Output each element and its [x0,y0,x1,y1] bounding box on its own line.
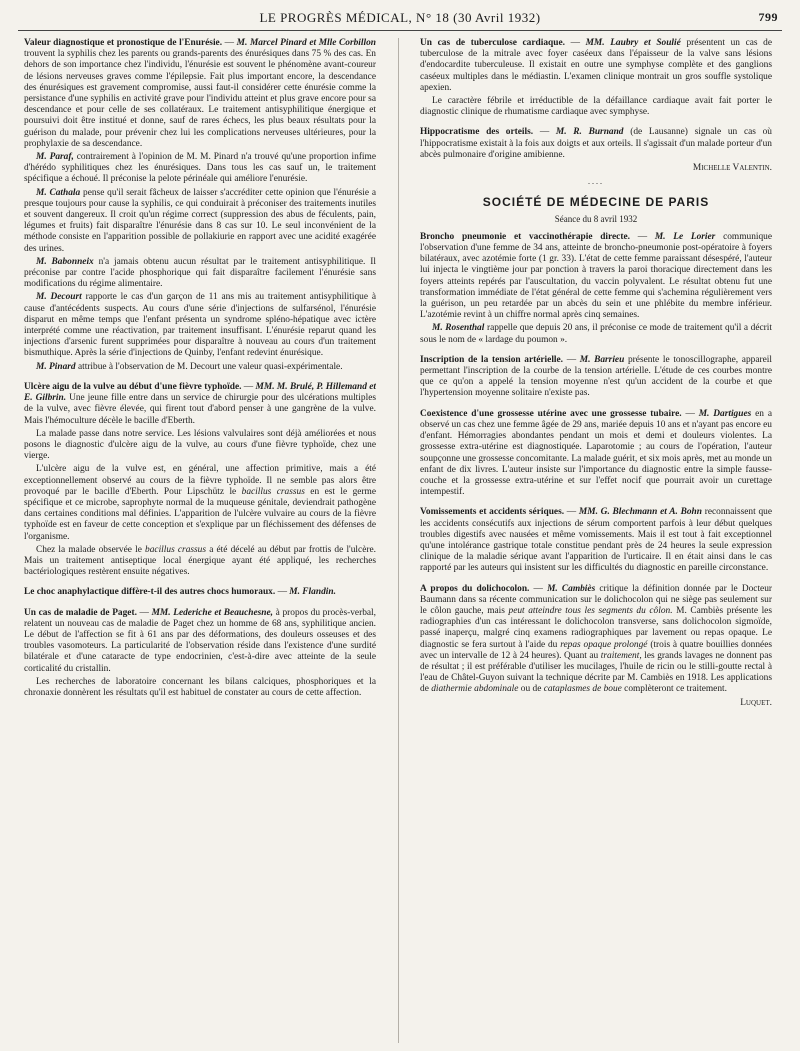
paragraph-text: rapporte le cas d'un garçon de 11 ans mis au traitement antisyphilitique à cause d'antécédents suspects. Au cours d'une série d'injections de sulfarsénol, l'énurésie disparut en même temps que l'enfant présenta un syndrome spléno-hépatique avec ictère interprété comme une réactivation, par traitement insuffisant. L'énurésie reparut quand les injections d'arsenic furent supprimées pour disparaître à nouveau au cours d'un traitement bismuthique. Après la série d'injections de Quinby, l'enfant redevint énurésique. [24,292,376,359]
speaker: M. Babonneix [36,256,94,267]
society-heading: SOCIÉTÉ DE MÉDECINE DE PARIS [482,195,710,210]
article-text: (de Lausanne) signale un cas où l'hippocratisme existait à la fois aux doigts et aux orteils. Il s'agissait d'un malade porteur d'un abcès pulmonaire d'origine amibienne. [420,127,772,160]
paragraph: Le caractère fébrile et irréductible de la défaillance cardiaque avait fait porter le diagnostic clinique de rhumatisme cardiaque avec symphyse. [420,96,772,118]
discussion-rosenthal [420,323,772,345]
seance-date: Séance du 8 avril 1932 [554,213,638,224]
article-text: présentent un cas de tuberculose de la mitrale avec foyer caséeux dans l'épaisseur de la valve sans lésions d'endocardite tuberculeuse. Il existait en outre une symphyse complète et des ganglions caséeux multiples dans le médiastin. L'examen clinique montrait un gros souffle systolique apexien. [420,38,772,93]
text: a été décelé au début par frottis de l'ulcère. Mais un traitement antiseptique local énergique ayant été appliqué, les recherches bactériologiques restèrent ensuite négatives. [24,544,376,578]
article-title: Hippocratisme des orteils. [420,127,534,138]
paragraph-text: rappelle que depuis 20 ans, il préconise ce mode de traitement qu'il a décrit sous le nom de « lardage du poumon ». [420,323,772,345]
article-authors: MM. Lederiche et Beauchesne, [151,607,274,618]
italic-term: cataplasmes de boue [543,684,622,695]
page-number: 799 [758,10,778,24]
right-column [420,38,772,1043]
italic-term: bacillus crassus [241,486,305,497]
article-title: Un cas de tuberculose cardiaque. [420,38,565,48]
left-column [24,38,376,1043]
paragraph: La malade passe dans notre service. Les lésions valvulaires sont déjà améliorées et nous posons le diagnostic d'ulcère aigu de la vulve, au cours d'une fièvre typhoïde, chez une vierge. [24,428,376,462]
discussion-cathala [24,188,376,255]
text: M. Cambiès présente les radiographies d'un cas intéressant le dolichocolon transverse, sans dolichocolon sigmoïde, passé inaperçu, malgré cinq examens radiographiques par lavement ou repas opaque. Le diagnostic se fera surtout à l'aide du [420,605,772,650]
paragraph-text: n'a jamais obtenu aucun résultat par le traitement antisyphilitique. Il préconise par contre l'acide phosphorique qui fait disparaître facilement l'énurésie sans modifications du régime alimentaire. [24,256,376,290]
paragraph-text: pense qu'il serait fâcheux de laisser s'accréditer cette opinion que l'énurésie a presque toujours pour cause la syphilis, ce qui conduirait à préconiser des traitements inutiles et souvent dangereux. Il croit qu'un régime correct (suppression des abus de féculents, pain, légumes et fruits) fait disparaître l'énurésie dans 8 cas sur 10. Le seul inconvénient de la méthode consiste en l'apparition possible de pollakiurie en rapport avec une acidité exagérée des urines. [24,187,376,254]
running-title: LE PROGRÈS MÉDICAL, N° 18 (30 Avril 1932) [259,10,541,25]
speaker: M. Paraf, [36,152,74,163]
article-authors: M. Barrieu [579,354,625,365]
text: L'ulcère aigu de la vulve est, en général, une affection primitive, mais a été exceptionnellement observé au cours de la fièvre typhoïde. Il ne semble pas alors être provoqué par le bacille d'Eberth. Pour Lipschütz le [24,464,376,497]
article-title: Vomissements et accidents sériques. [420,507,565,518]
article-title: Ulcère aigu de la vulve au début d'une fièvre typhoïde. [24,381,242,392]
paragraph [24,545,376,579]
article-title: Le choc anaphylactique diffère-t-il des autres chocs humoraux. [24,587,276,598]
article-title: A propos du dolichocolon. [420,583,530,594]
article-broncho: Broncho pneumonie et vaccinothérapie directe. — M. Le Lorier communique l'observation d'une femme de 34 ans, atteinte de broncho-pneumonie post-opératoire à foyers bilatéraux, avec azotémie forte (1 gr. 33). L'état de cette femme paraissant désespéré, l'auteur lui injecta le vingtième jour par ponction à travers la paroi thoracique directement dans les foyers atteints repérés par l'auscultation, du vaccin polyvalent. Le résultat obtenu fut une transformation immédiate de l'état général de cette femme qui s'achemina régulièrement vers la guérison, un peu retardée par un abcès du sein et une phlébite du membre inférieur. L'azotémie revint à un chiffre normal après cinq semaines. [420,231,772,321]
article-ulcere: Ulcère aigu de la vulve au début d'une fièvre typhoïde. — MM. M. Brulé, P. Hillemand et E. Gilbrin. Une jeune fille entre dans un service de chirurgie pour des ulcérations multiples de la vulve, avec fièvre élevée, qui firent tout d'abord penser à une gangrène de la vulve. Mais l'hémoculture décèle le bacille d'Eberth. [24,381,376,426]
italic-term: bacillus crassus [145,544,207,555]
article-text: présente le tonoscillographe, appareil permettant l'inscription de la courbe de la tension artérielle. L'étude de ces courbes montre que ce qu'on a appelé la tension moyenne n'est qu'un accident de la courbe et que l'hypertension moyenne solitaire n'existe pas. [420,354,772,399]
article-authors: M. Marcel Pinard et Mlle Corbillon [236,38,376,48]
article-text: trouvent la syphilis chez les parents ou grands-parents des énurésiques dans 75 % des cas. En dehors de son importance chez l'individu, l'énurésie est souvent le phénomène avant-coureur de lésions nerveuses graves comme l'épilepsie. Fait plus important encore, la descendance des énurésiques est gravement compromise, aussi faut-il considérer cette énurésie comme la persistance d'une syphilis en activité grave pour l'individu atteint et plus grave encore pour sa descendance et pour celle de ses collatéraux. Le traitement antisyphilitique énergique et poursuivi doit être institué et donne, sauf de rares échecs, les plus beaux résultats pour la guérison du malade, pour prévenir chez lui les complications nerveuses ultérieures, pour la prophylaxie de sa descendance. [24,49,376,149]
article-authors: MM. M. Brulé, P. Hillemand et E. Gilbrin. [24,381,376,404]
header-rule [18,30,782,31]
italic-term: diathermie abdominale [431,684,519,695]
paragraph-text: contrairement à l'opinion de M. M. Pinard n'a trouvé qu'une proportion infime d'hérédo syphilitiques chez les énurésiques. Dans tous les cas sauf un, le traitement spécifique a échoué. Il préconise la pelote périnéale qui améliore l'enurésie. [24,152,376,185]
article-text: communique l'observation d'une femme de 34 ans, atteinte de broncho-pneumonie post-opératoire à foyers bilatéraux, avec azotémie forte (1 gr. 33). L'état de cette femme paraissant désespéré, l'auteur lui injecta le vingtième jour par ponction à travers la paroi thoracique directement dans les foyers atteints repérés par l'auscultation, du vaccin polyvalent. Le résultat obtenu fut une transformation immédiate de l'état général de cette femme qui s'achemina régulièrement vers la guérison, un peu retardée par un abcès du sein et une phlébite du membre inférieur. L'azotémie revint à un chiffre normal après cinq semaines. [420,231,772,321]
article-enuresie: Valeur diagnostique et pronostique de l'Enurésie. — M. Marcel Pinard et Mlle Corbillon trouvent la syphilis chez les parents ou grands-parents des énurésiques dans 75 % des cas. En dehors de son importance chez l'individu, l'énurésie est souvent le phénomène avant-coureur de lésions nerveuses graves comme l'épilepsie. Fait plus important encore, la descendance des énurésiques est gravement compromise, aussi faut-il considérer cette énurésie comme la persistance d'une syphilis en activité grave pour l'individu atteint et plus grave encore pour sa descendance et pour celle de ses collatéraux. Le traitement antisyphilitique énergique et poursuivi doit être institué et donne, sauf de rares échecs, les plus beaux résultats pour la guérison du malade, pour prévenir chez lui les complications nerveuses ultérieures, pour la prophylaxie de sa descendance. [24,38,376,149]
article-text: à propos du procès-verbal, relatent un nouveau cas de maladie de Paget chez un homme de 68 ans, syphilitique ancien. Le début de l'affection se fit à 61 ans par des déformations, des douleurs osseuses et des troubles vasomoteurs. La particularité de l'observation réside dans l'existence d'une surdité bilatérale et d'une cataracte de type endocrinien, c'est-à-dire avec atteinte de la seule corticalité du cristallin. [24,607,376,674]
text: ou de [520,684,542,695]
speaker: M. Cathala [36,187,81,198]
article-dolichocolon: A propos du dolichocolon. — M. Cambiès critique la définition donnée par le Docteur Baumann dans sa récente communication sur le dolichocolon qui ne siège pas seulement sur le côlon gauche, mais peut atteindre tous les segments du côlon. M. Cambiès présente les radiographies d'un cas intéressant le dolichocolon transverse, sans dolichocolon sigmoïde, passé inaperçu, malgré cinq examens radiographiques par lavement ou repas opaque. Le diagnostic se fera surtout à l'aide du repas opaque prolongé (trois à quatre bouillies données avec un intervalle de 12 à 24 heures). Quant au traitement, les grands lavages ne donnent pas de résultat ; il est préférable d'utiliser les mucilages, l'huile de ricin ou le stilli-goutte rectal à l'eau de Châtel-Guyon suivant la technique décrite par M. Cambiès en 1918. Les applications de diathermie abdominale ou de cataplasmes de boue complèteront ce traitement. [420,583,772,695]
discussion-pinard [24,362,376,373]
discussion-babonneix [24,257,376,291]
running-header [18,8,782,28]
article-authors: M. R. Burnand [555,127,624,138]
paragraph-text: attribue à l'observation de M. Decourt une valeur quasi-expérimentale. [77,361,343,372]
italic-term: peut atteindre tous les segments du côlon. [508,605,673,616]
article-tension: Inscription de la tension artérielle. — M. Barrieu présente le tonoscillographe, appareil permettant l'inscription de la courbe de la tension artérielle. L'étude de ces courbes montre que ce qu'on a appelé la tension moyenne n'est qu'un accident de la courbe et que l'hypertension moyenne solitaire n'existe pas. [420,354,772,399]
article-paget: Un cas de maladie de Paget. — MM. Lederiche et Beauchesne, à propos du procès-verbal, relatent un nouveau cas de maladie de Paget chez un homme de 68 ans, syphilitique ancien. Le début de l'affection se fit à 61 ans par des déformations, des douleurs osseuses et des troubles vasomoteurs. La particularité de l'observation réside dans l'existence d'une surdité bilatérale et d'une cataracte de type endocrinien, c'est-à-dire avec atteinte de la seule corticalité du cristallin. [24,607,376,674]
article-authors: M. Flandin. [289,587,336,598]
text: Chez la malade observée le [36,544,142,555]
article-text: en a observé un cas chez une femme âgée de 29 ans, mariée depuis 10 ans et n'ayant pas encore eu d'enfant. Hémorragies abondantes pendant un mois et demi et douleurs violentes. La grossesse extra-utérine est diagnostiquée. Laparotomie ; au cours de l'opération, l'auteur soupçonne une grossesse concomitante. La malade guérit, et six mois après, met au monde un enfant de dix livres. L'auteur insiste sur l'importance du diagnostic entre la simple fausse-couche et la grossesse extra-utérine et sur l'effet nocif que pourrait avoir un curettage intempestif. [420,408,772,498]
article-grossesse: Coexistence d'une grossesse utérine avec une grossesse tubaire. — M. Dartigues en a observé un cas chez une femme âgée de 29 ans, mariée depuis 10 ans et n'ayant pas encore eu d'enfant. Hémorragies abondantes pendant un mois et demi et douleurs violentes. La grossesse extra-utérine est diagnostiquée. Laparotomie ; au cours de l'opération, l'auteur soupçonne une grossesse concomitante. La malade guérit, et six mois après, met au monde un enfant de dix livres. L'auteur insiste sur l'importance du diagnostic entre la simple fausse-couche et la grossesse extra-utérine et sur l'effet nocif que pourrait avoir un curettage intempestif. [420,408,772,498]
article-text: reconnaissent que les accidents consécutifs aux injections de sérum comportent parfois à leur début quelques troubles digestifs avec nausées et même vomissements. Mais il est tout à fait exceptionnel qu'une intolérance gastrique totale constitue pendant près de 24 heures la seule expression clinique de la maladie sérique avant l'apparition de l'urticaire. Il en était ainsi dans le cas rapporté par les auteurs qui insistent sur les difficultés du diagnostic en pareille circonstance. [420,507,772,574]
article-title: Un cas de maladie de Paget. [24,607,137,618]
text: (trois à quatre bouillies données avec un intervalle de 12 à 24 heures). Quant au [420,639,772,661]
article-title: Inscription de la tension artérielle. [420,354,564,365]
article-authors: M. Dartigues [698,408,752,419]
italic-term: repas opaque prolongé [560,639,648,650]
article-authors: MM. G. Blechmann et A. Bohn [578,507,702,518]
text: critique la définition donnée par le Docteur Baumann dans sa récente communication sur le dolichocolon qui ne siège pas seulement sur le côlon gauche, mais [420,583,772,616]
text: complèteront ce traitement. [624,684,727,695]
speaker: M. Decourt [36,292,82,303]
discussion-decourt [24,292,376,359]
discussion-paraf [24,152,376,186]
italic-term: traitement, [600,650,642,661]
article-authors: M. Le Lorier [654,231,716,242]
paragraph [24,464,376,542]
article-vomissements: Vomissements et accidents sériques. — MM. G. Blechmann et A. Bohn reconnaissent que les accidents consécutifs aux injections de sérum comportent parfois à leur début quelques troubles digestifs avec nausées et même vomissements. Mais il est tout à fait exceptionnel qu'une intolérance gastrique totale constitue pendant près de 24 heures la seule expression clinique de la maladie sérique avant l'apparition de l'urticaire. Il en était ainsi dans le cas rapporté par les auteurs qui insistent sur les difficultés du diagnostic en pareille circonstance. [420,507,772,574]
article-title: Broncho pneumonie et vaccinothérapie directe. [420,231,630,242]
speaker: M. Rosenthal [432,323,485,334]
article-tuberculose: Un cas de tuberculose cardiaque. — MM. Laubry et Soulié présentent un cas de tuberculose de la mitrale avec foyer caséeux dans l'épaisseur de la valve sans lésions d'endocardite tuberculeuse. Il existait en outre une symphyse complète et des ganglions caséeux multiples dans le médiastin. L'examen clinique montrait un gros souffle systolique apexien. [420,38,772,93]
paragraph: Les recherches de laboratoire concernant les bilans calciques, phosphoriques et la chronaxie donnèrent les résultats qu'il est habituel de constater au cours de cette affection. [24,676,376,698]
article-text: Une jeune fille entre dans un service de chirurgie pour des ulcérations multiples de la vulve, avec fièvre élevée, qui firent tout d'abord penser à une gangrène de la vulve. Mais l'hémoculture décèle le bacille d'Eberth. [24,393,376,426]
article-title: Valeur diagnostique et pronostique de l'Enurésie. [24,38,223,48]
column-divider [398,38,399,1043]
speaker: M. Pinard [36,361,76,372]
text: en est le germe spécifique et ce microbe, saprophyte normal de la muqueuse génitale, deviendrait pathogène dans certaines conditions mal définies. L'apparition de l'ulcère vulvaire au cours de la fièvre typhoïde est en faveur de cette conception et s'explique par un fléchissement des défenses de l'organisme. [24,486,376,542]
signature-luquet: Luquet. [740,697,772,708]
article-hippocratisme: Hippocratisme des orteils. — M. R. Burnand (de Lausanne) signale un cas où l'hippocratisme existait à la fois aux doigts et aux orteils. Il s'agissait d'un malade porteur d'un abcès pulmonaire d'origine amibienne. [420,127,772,160]
section-separator: .... [588,177,604,187]
signature-valentin: Michelle Valentin. [692,163,772,174]
article-title: Coexistence d'une grossesse utérine avec une grossesse tubaire. [420,408,682,419]
article-choc: Le choc anaphylactique diffère-t-il des autres chocs humoraux. — M. Flandin. [24,587,336,598]
text: les grands lavages ne donnent pas de résultat ; il est préférable d'utiliser les mucilages, l'huile de ricin ou le stilli-goutte rectal à l'eau de Châtel-Guyon suivant la technique décrite par M. Cambiès en 1918. Les applications de [420,650,772,695]
article-authors: M. Cambiès [547,583,596,594]
article-authors: MM. Laubry et Soulié [585,38,681,48]
